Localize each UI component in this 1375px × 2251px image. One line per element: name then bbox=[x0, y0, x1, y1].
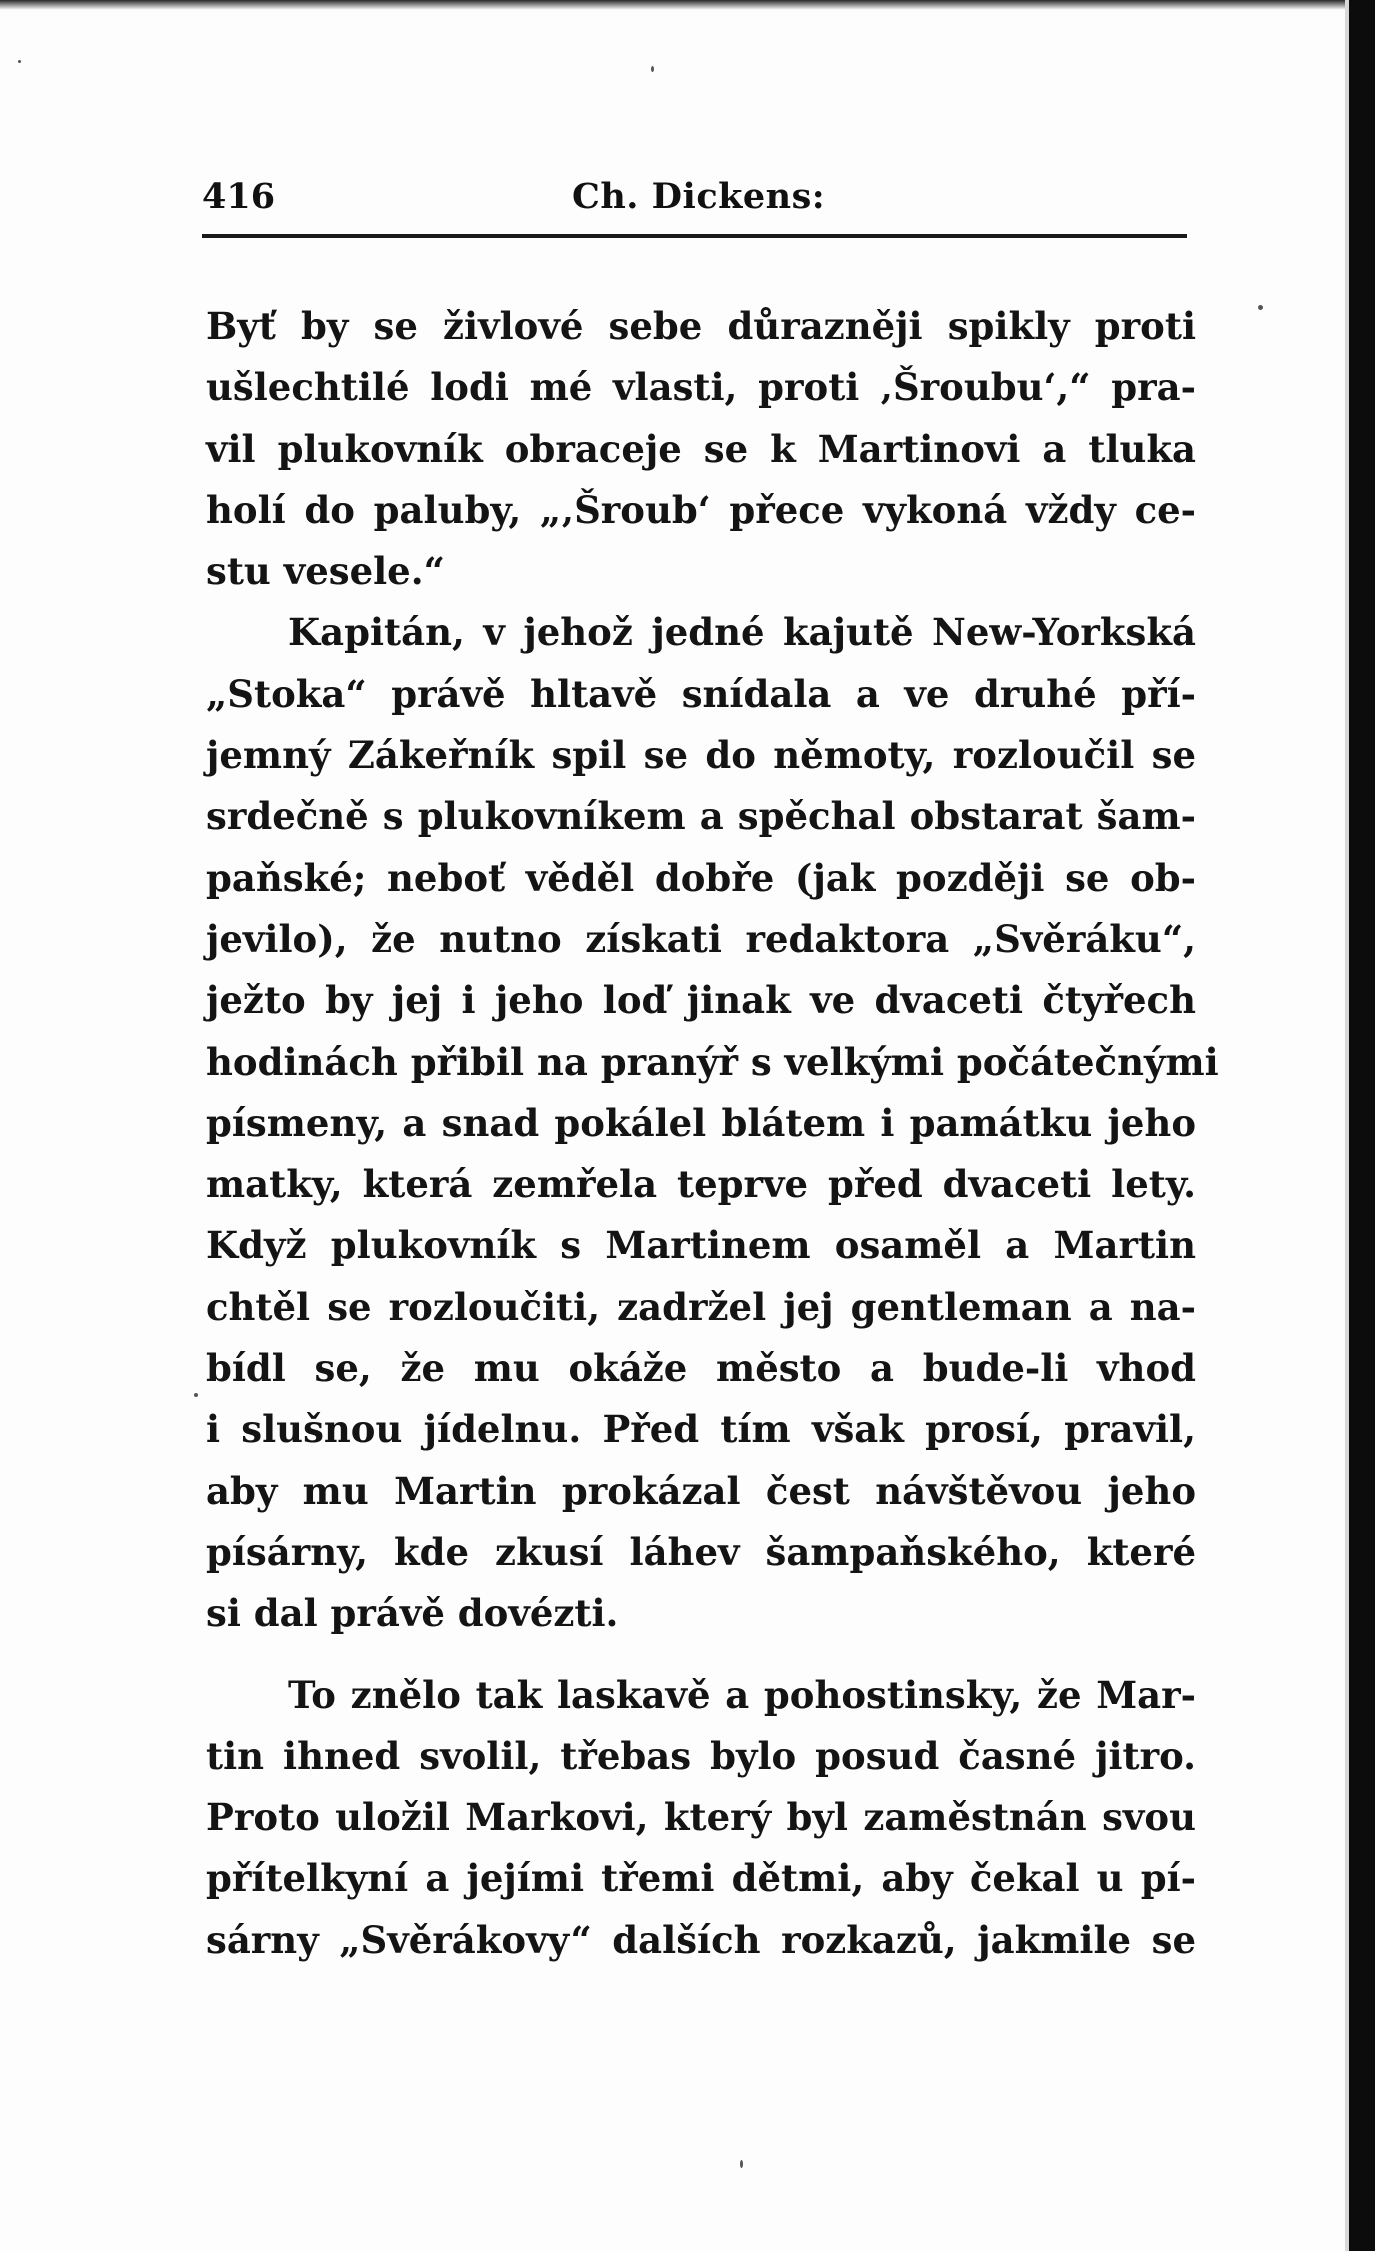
text-line: jevilo), že nutno získati redaktora „Svěráku“, bbox=[206, 916, 1196, 961]
text-line: písmeny, a snad pokálel blátem i památku jeho bbox=[206, 1100, 1196, 1145]
header-rule bbox=[202, 234, 1187, 238]
scan-border-right bbox=[1349, 0, 1375, 2251]
text-line: stu vesele.“ bbox=[206, 549, 445, 594]
text-line: bídl se, že mu okáže město a bude-li vhod bbox=[206, 1346, 1196, 1391]
scan-speck bbox=[740, 2160, 743, 2168]
text-line: chtěl se rozloučiti, zadržel jej gentleman a na- bbox=[206, 1284, 1196, 1329]
text-line: sárny „Svěrákovy“ dalších rozkazů, jakmile se bbox=[206, 1917, 1196, 1962]
paragraph-gap bbox=[206, 1645, 1196, 1665]
scan-speck bbox=[651, 66, 654, 72]
text-line: ušlechtilé lodi mé vlasti, proti ‚Šroubu‘,“ pra- bbox=[206, 365, 1196, 410]
text-line: hodinách přibil na pranýř s velkými počátečnými bbox=[206, 1039, 1219, 1084]
text-line: Když plukovník s Martinem osaměl a Martin bbox=[206, 1223, 1196, 1268]
scan-border-top bbox=[0, 0, 1375, 10]
running-head bbox=[202, 176, 1202, 232]
text-line: Kapitán, v jehož jedné kajutě New-Yorkská bbox=[288, 610, 1196, 655]
text-line: vil plukovník obraceje se k Martinovi a tluka bbox=[206, 426, 1196, 471]
text-line: srdečně s plukovníkem a spěchal obstarat šam- bbox=[206, 794, 1196, 839]
text-line: přítelkyní a jejími třemi dětmi, aby čekal u pí- bbox=[206, 1856, 1196, 1901]
text-line: i slušnou jídelnu. Před tím však prosí, pravil, bbox=[206, 1407, 1196, 1452]
scan-speck bbox=[18, 60, 21, 63]
body-text bbox=[206, 296, 1219, 1971]
text-line: „Stoka“ právě hltavě snídala a ve druhé pří- bbox=[206, 671, 1196, 716]
page-number: 416 bbox=[202, 176, 276, 217]
text-line: paňské; neboť věděl dobře (jak později se ob- bbox=[206, 855, 1196, 900]
text-line: matky, která zemřela teprve před dvaceti lety. bbox=[206, 1162, 1196, 1207]
text-line: holí do paluby, „‚Šroub‘ přece vykoná vždy ce- bbox=[206, 487, 1196, 532]
text-line: písárny, kde zkusí láhev šampaňského, které bbox=[206, 1529, 1196, 1574]
text-line: tin ihned svolil, třebas bylo posud časné jitro. bbox=[206, 1733, 1196, 1778]
running-title: Ch. Dickens: bbox=[572, 176, 826, 217]
text-line: si dal právě dovézti. bbox=[206, 1591, 619, 1636]
text-line: Proto uložil Markovi, který byl zaměstnán svou bbox=[206, 1795, 1196, 1840]
text-line: To znělo tak laskavě a pohostinsky, že Mar- bbox=[288, 1672, 1196, 1717]
scan-speck bbox=[1258, 305, 1263, 310]
text-line: aby mu Martin prokázal čest návštěvou jeho bbox=[206, 1468, 1196, 1513]
text-line: jemný Zákeřník spil se do němoty, rozloučil se bbox=[206, 733, 1196, 778]
scan-speck bbox=[194, 1393, 198, 1397]
text-line: Byť by se živlové sebe důrazněji spikly proti bbox=[206, 304, 1196, 348]
text-line: ježto by jej i jeho loď jinak ve dvaceti čtyřech bbox=[206, 978, 1196, 1023]
